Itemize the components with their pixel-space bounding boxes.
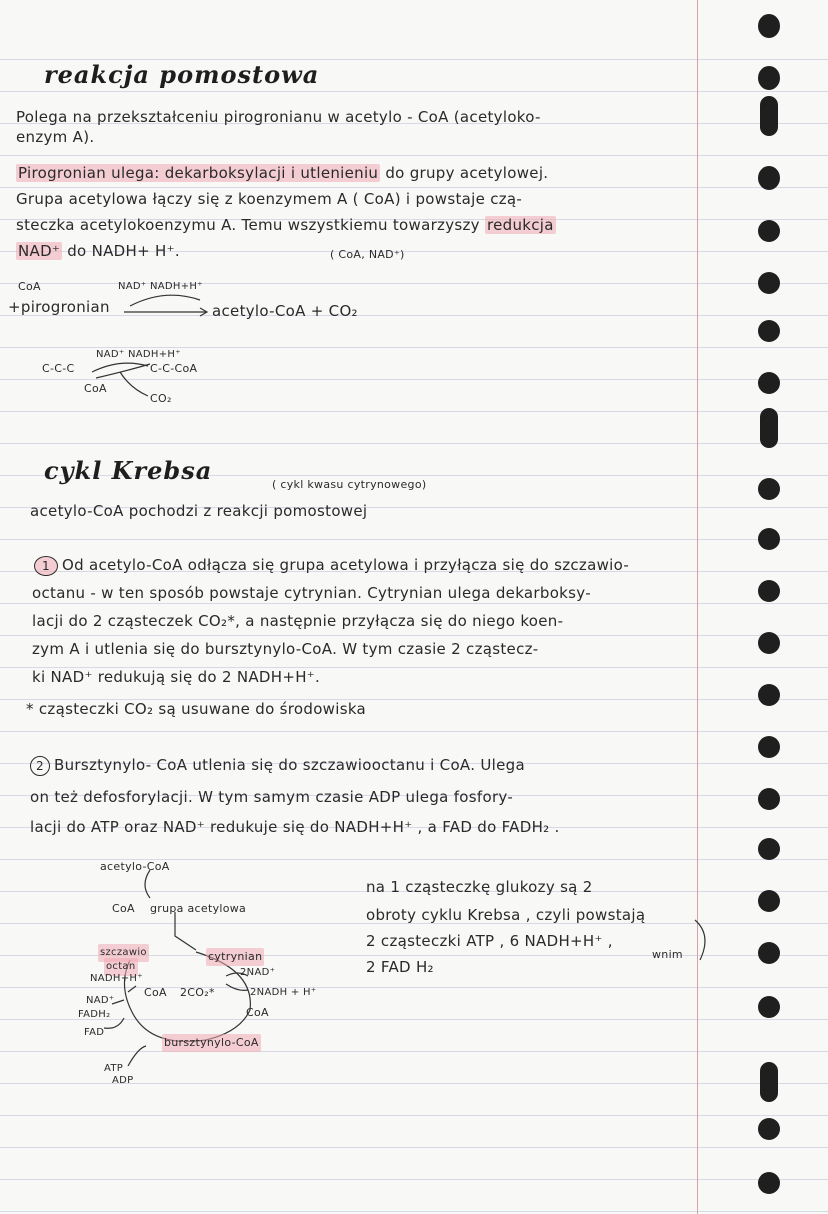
summary-line: na 1 cząsteczkę glukozy są 2 bbox=[366, 878, 593, 896]
footnote: * cząsteczki CO₂ są usuwane do środowiska bbox=[26, 700, 367, 718]
step-number: 2 bbox=[30, 756, 50, 776]
equation-left: +pirogronian bbox=[8, 298, 110, 316]
equation-over-arrow: NAD⁺ NADH+H⁺ bbox=[118, 281, 203, 292]
skeletal-left: C-C-C bbox=[42, 362, 75, 375]
paragraph-text: Od acetylo-CoA odłącza się grupa acetylowa i przyłącza się do szczawio- bbox=[62, 556, 630, 574]
cycle-label-bursztynylo: bursztynylo-CoA bbox=[162, 1034, 261, 1052]
cycle-label-coa-right: CoA bbox=[246, 1006, 269, 1019]
cycle-label-co2: 2CO₂* bbox=[180, 986, 215, 999]
paragraph-text: steczka acetylokoenzymu A. Temu wszystkiemu towarzyszy bbox=[16, 216, 480, 234]
equation-right: acetylo-CoA + CO₂ bbox=[212, 302, 358, 320]
summary-line: 2 cząsteczki ATP , 6 NADH+H⁺ , bbox=[366, 932, 613, 950]
skeletal-co2: CO₂ bbox=[150, 392, 172, 405]
paragraph-line: lacji do 2 cząsteczek CO₂*, a następnie przyłącza się do niego koen- bbox=[32, 612, 564, 630]
cycle-label-nadh: NADH+H⁺ bbox=[90, 973, 143, 984]
highlighted-text: Pirogronian ulega: dekarboksylacji i utlenieniu bbox=[18, 164, 379, 182]
cycle-label-fad: FAD bbox=[84, 1027, 105, 1038]
cycle-label-nad: NAD⁺ bbox=[86, 995, 115, 1006]
cycle-label-2nad: 2NAD⁺ bbox=[240, 967, 276, 978]
cycle-label-coa-mid: CoA bbox=[144, 986, 167, 999]
paragraph-line: Grupa acetylowa łączy się z koenzymem A ( CoA) i powstaje czą- bbox=[16, 190, 523, 208]
cycle-label-grupa: grupa acetylowa bbox=[150, 902, 247, 915]
highlighted-text: NAD⁺ bbox=[18, 242, 61, 260]
cycle-label-atp: ATP bbox=[104, 1063, 124, 1074]
title-note: ( cykl kwasu cytrynowego) bbox=[272, 478, 427, 491]
cycle-label-adp: ADP bbox=[112, 1075, 134, 1086]
paragraph-text: do grupy acetylowej. bbox=[385, 164, 549, 182]
cycle-label-acetylo-coa: acetylo-CoA bbox=[100, 860, 170, 873]
cycle-label-fadh2: FADH₂ bbox=[78, 1009, 111, 1020]
cycle-label-2nadh: 2NADH + H⁺ bbox=[250, 987, 317, 998]
skeletal-over-arrow: NAD⁺ NADH+H⁺ bbox=[96, 349, 181, 360]
step-number: 1 bbox=[34, 556, 58, 576]
paragraph-line: acetylo-CoA pochodzi z reakcji pomostowej bbox=[30, 502, 368, 520]
annotation-text: ( CoA, NAD⁺) bbox=[330, 248, 405, 261]
paragraph-line: Polega na przekształceniu pirogronianu w acetylo - CoA (acetyloko- bbox=[16, 108, 541, 126]
paragraph-line: on też defosforylacji. W tym samym czasie ADP ulega fosfory- bbox=[30, 788, 514, 806]
summary-side-note: wnim bbox=[652, 948, 683, 961]
section-title-reakcja-pomostowa: reakcja pomostowa bbox=[44, 60, 320, 89]
cycle-label-octan: octan bbox=[104, 958, 138, 976]
skeletal-coa: CoA bbox=[84, 382, 107, 395]
equation-coa: CoA bbox=[18, 280, 41, 293]
highlighted-text: redukcja bbox=[486, 216, 554, 234]
paragraph-line: lacji do ATP oraz NAD⁺ redukuje się do NADH+H⁺ , a FAD do FADH₂ . bbox=[30, 818, 560, 836]
paragraph-line: octanu - w ten sposób powstaje cytrynian. Cytrynian ulega dekarboksy- bbox=[32, 584, 591, 602]
cycle-label-coa: CoA bbox=[112, 902, 135, 915]
paragraph-line: enzym A). bbox=[16, 128, 95, 146]
skeletal-right: C-C-CoA bbox=[150, 362, 198, 375]
summary-line: 2 FAD H₂ bbox=[366, 958, 434, 976]
cycle-label-cytrynian: cytrynian bbox=[206, 948, 264, 966]
paragraph-text: do NADH+ H⁺. bbox=[67, 242, 180, 260]
cycle-label-szczawio: szczawio bbox=[98, 944, 149, 962]
summary-line: obroty cyklu Krebsa , czyli powstają bbox=[366, 906, 646, 924]
section-title-cykl-krebsa: cykl Krebsa bbox=[44, 456, 213, 485]
paragraph-line: ki NAD⁺ redukują się do 2 NADH+H⁺. bbox=[32, 668, 321, 686]
paragraph-line: zym A i utlenia się do bursztynylo-CoA. W tym czasie 2 cząstecz- bbox=[32, 640, 539, 658]
paragraph-text: Bursztynylo- CoA utlenia się do szczawiooctanu i CoA. Ulega bbox=[54, 756, 525, 774]
